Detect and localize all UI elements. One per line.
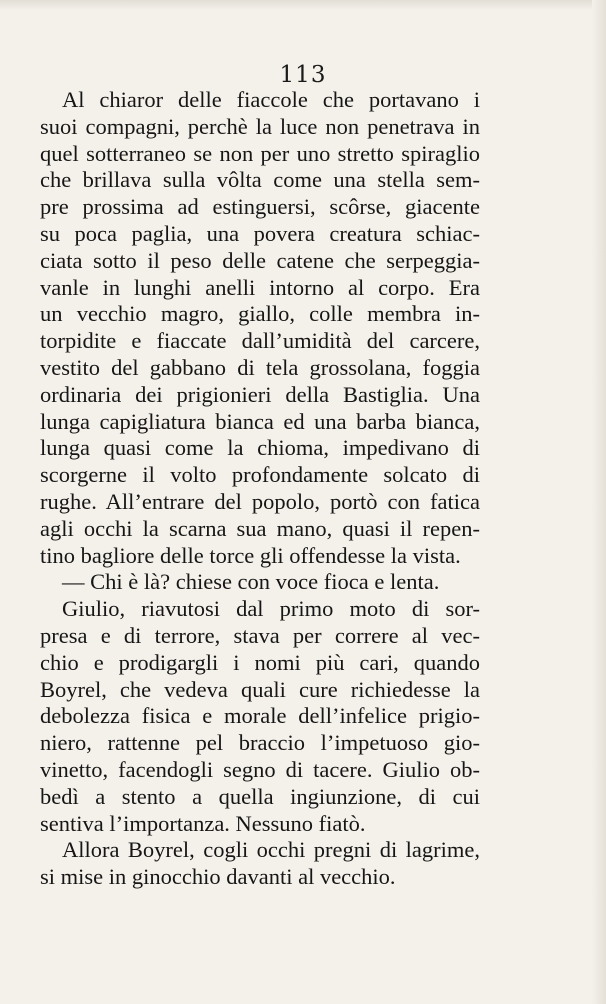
text-line: sentiva l’importanza. Nessuno fiatò. [40, 810, 366, 836]
text-line: Giulio, riavutosi dal primo moto di sor- [62, 596, 480, 622]
text-line: debolezza fisica e morale dell’infelice prigio- [40, 703, 480, 729]
text-line: niero, rattenne pel braccio l’impetuoso gio- [40, 730, 480, 756]
text-line: vanle in lunghi anelli intorno al corpo. Era [40, 274, 480, 300]
text-line: presa e di terrore, stava per correre al vec- [40, 622, 480, 648]
text-line: pre prossima ad estinguersi, scôrse, giacente [40, 194, 480, 220]
page-top-edge [0, 0, 606, 10]
text-line: quel sotterraneo se non per uno stretto spiraglio [40, 140, 480, 166]
page-right-edge [592, 0, 606, 1004]
text-line: su poca paglia, una povera creatura schiac- [40, 220, 480, 246]
text-line: lunga quasi come la chioma, impedivano di [40, 435, 480, 461]
text-line: lunga capigliatura bianca ed una barba bianca, [40, 408, 480, 434]
text-line: ordinaria dei prigionieri della Bastiglia. Una [40, 381, 480, 407]
text-line: chio e prodigargli i nomi più cari, quando [40, 649, 480, 675]
text-line: si mise in ginocchio davanti al vecchio. [40, 864, 396, 890]
text-line: vestito del gabbano di tela grossolana, foggia [40, 354, 480, 380]
text-line: un vecchio magro, giallo, colle membra in- [40, 301, 480, 327]
page-number: 113 [279, 62, 327, 88]
text-line: suoi compagni, perchè la luce non penetrava in [40, 113, 480, 139]
body-text [40, 87, 480, 891]
text-line: Boyrel, che vedeva quali cure richiedesse la [40, 676, 480, 702]
text-line: tino bagliore delle torce gli offendesse la vista. [40, 542, 461, 568]
text-line: Allora Boyrel, cogli occhi pregni di lagrime, [62, 837, 480, 863]
text-line: agli occhi la scarna sua mano, quasi il repen- [40, 515, 480, 541]
text-line: scorgerne il volto profondamente solcato di [40, 462, 480, 488]
text-line: rughe. All’entrare del popolo, portò con fatica [40, 488, 480, 514]
text-line: torpidite e fiaccate dall’umidità del carcere, [40, 328, 480, 354]
text-line: bedì a stento a quella ingiunzione, di cui [40, 783, 480, 809]
text-line: che brillava sulla vôlta come una stella sem- [40, 167, 480, 193]
text-line: vinetto, facendogli segno di tacere. Giulio ob- [40, 756, 480, 782]
text-line: ciata sotto il peso delle catene che serpeggia- [40, 247, 480, 273]
text-line: Al chiaror delle fiaccole che portavano i [62, 87, 480, 112]
text-line: — Chi è là? chiese con voce fioca e lenta. [62, 569, 440, 595]
